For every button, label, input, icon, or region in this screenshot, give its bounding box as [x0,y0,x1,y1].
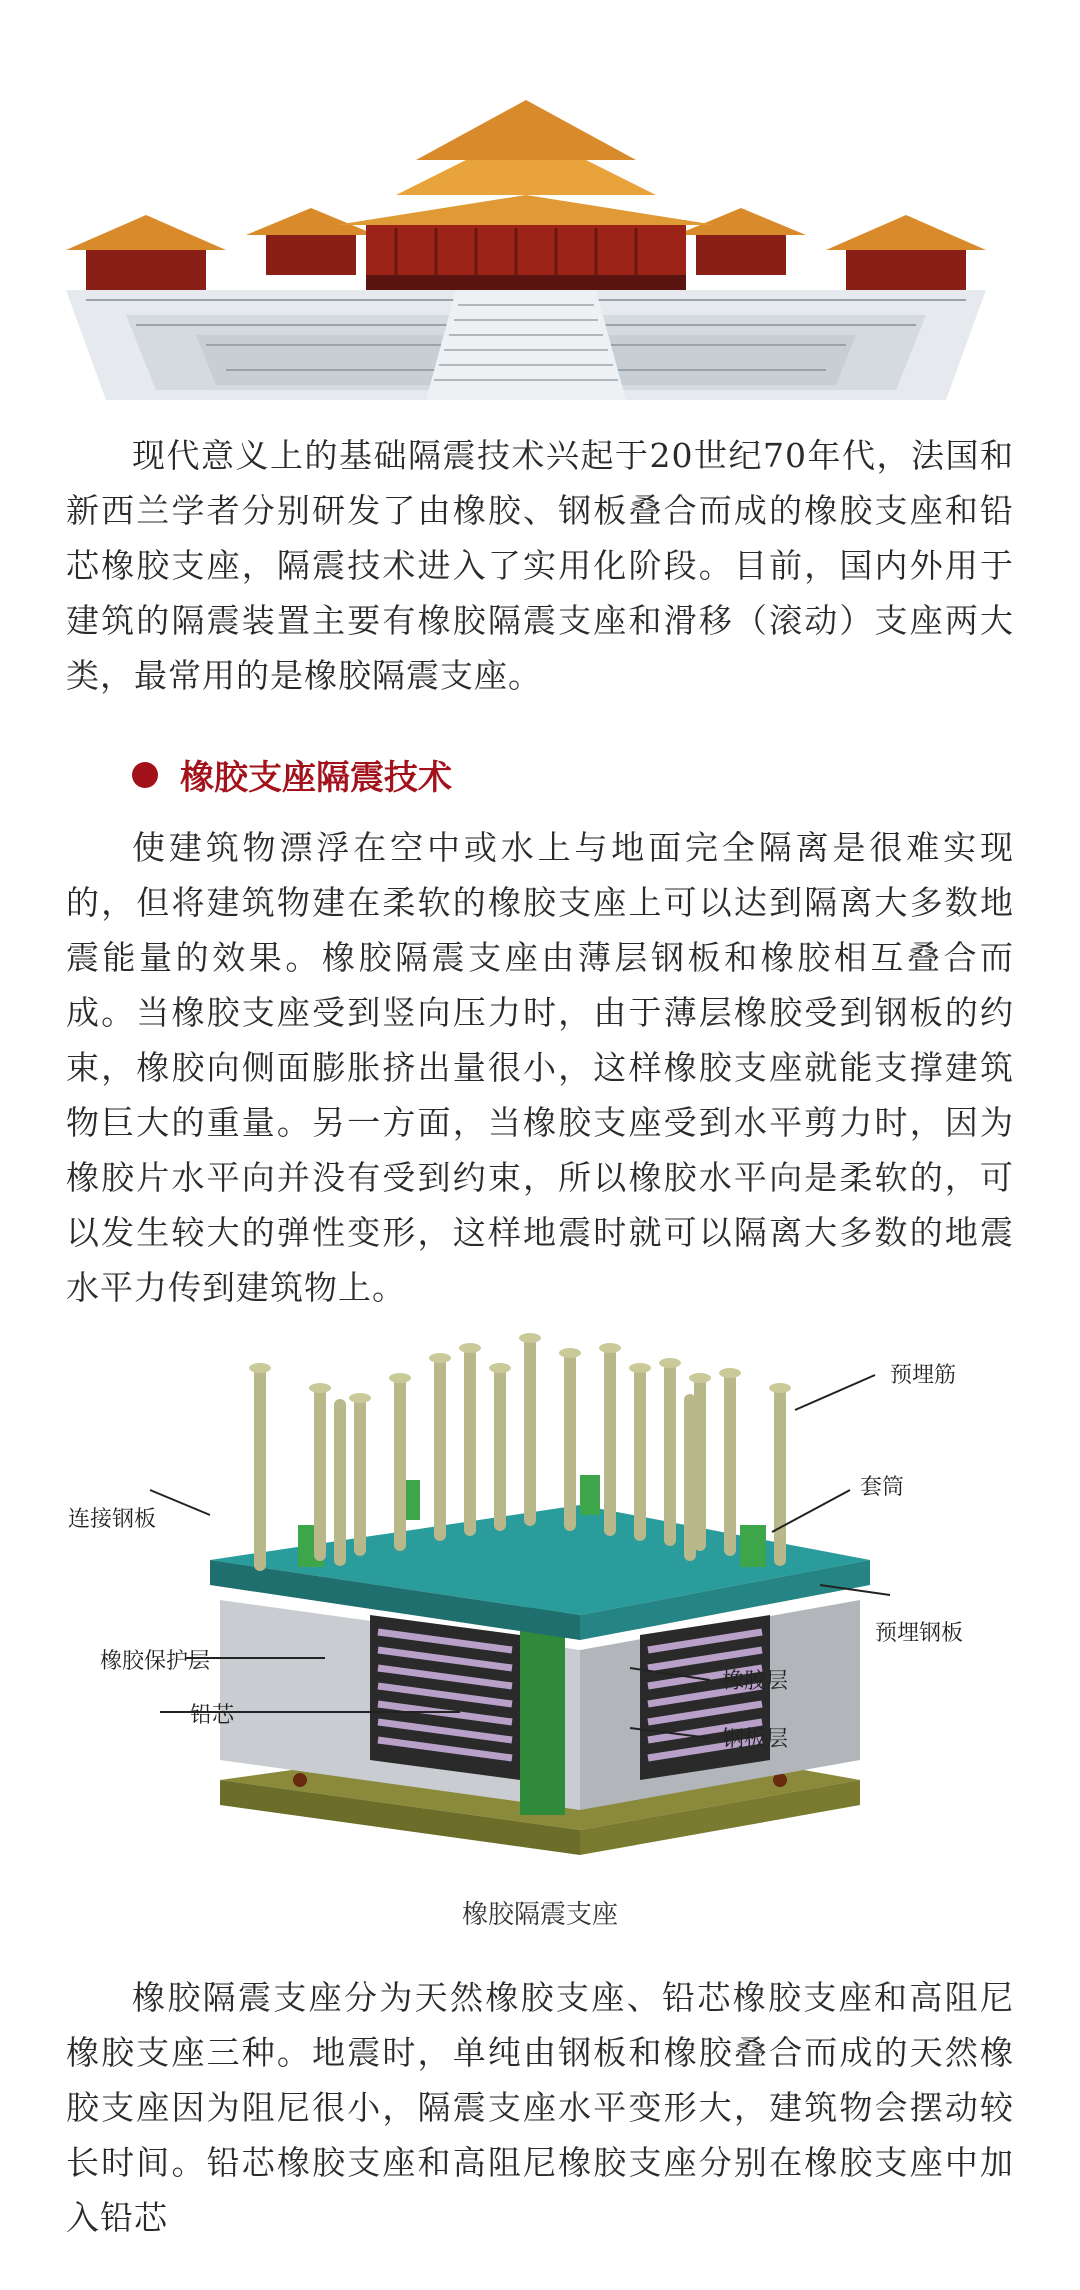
section-heading-text: 橡胶支座隔震技术 [180,758,452,798]
label-sleeve: 套筒 [860,1475,905,1500]
label-rubber-layer: 橡胶层 [722,1669,789,1694]
label-embedded-bar: 预埋筋 [890,1363,957,1388]
bullet-dot-icon [132,762,158,788]
palace-illustration [66,100,986,400]
figure-caption: 橡胶隔震支座 [461,1900,618,1930]
label-connecting-plate: 连接钢板 [68,1507,157,1532]
intro-paragraph: 现代意义上的基础隔震技术兴起于20世纪70年代，法国和新西兰学者分别研发了由橡胶、钢板叠合而成的橡胶支座和铅芯橡胶支座，隔震技术进入了实用化阶段。目前，国内外用于建筑的隔震装置主要有橡胶隔震支座和滑移（滚动）支座两大类，最常用的是橡胶隔震支座。 [66,436,1014,695]
closing-paragraph: 橡胶隔震支座分为天然橡胶支座、铅芯橡胶支座和高阻尼橡胶支座三种。地震时，单纯由钢板和橡胶叠合而成的天然橡胶支座因为阻尼很小，隔震支座水平变形大，建筑物会摆动较长时间。铅芯橡胶支座和高阻尼橡胶支座分别在橡胶支座中加入铅芯 [66,1978,1014,2237]
label-steel-layer: 钢板层 [722,1727,789,1752]
section-heading [132,750,452,799]
label-embedded-plate: 预埋钢板 [875,1621,964,1646]
label-rubber-cover: 橡胶保护层 [100,1649,211,1674]
body-paragraph: 使建筑物漂浮在空中或水上与地面完全隔离是很难实现的，但将建筑物建在柔软的橡胶支座上可以达到隔离大多数地震能量的效果。橡胶隔震支座由薄层钢板和橡胶相互叠合而成。当橡胶支座受到竖向压力时，由于薄层橡胶受到钢板的约束，橡胶向侧面膨胀挤出量很小，这样橡胶支座就能支撑建筑物巨大的重量。另一方面，当橡胶支座受到水平剪力时，因为橡胶片水平向并没有受到约束，所以橡胶水平向是柔软的，可以发生较大的弹性变形，这样地震时就可以隔离大多数的地震水平力传到建筑物上。 [66,828,1014,1307]
rubber-bearing-diagram [60,1310,1020,1880]
label-lead-core: 铅芯 [190,1703,235,1728]
